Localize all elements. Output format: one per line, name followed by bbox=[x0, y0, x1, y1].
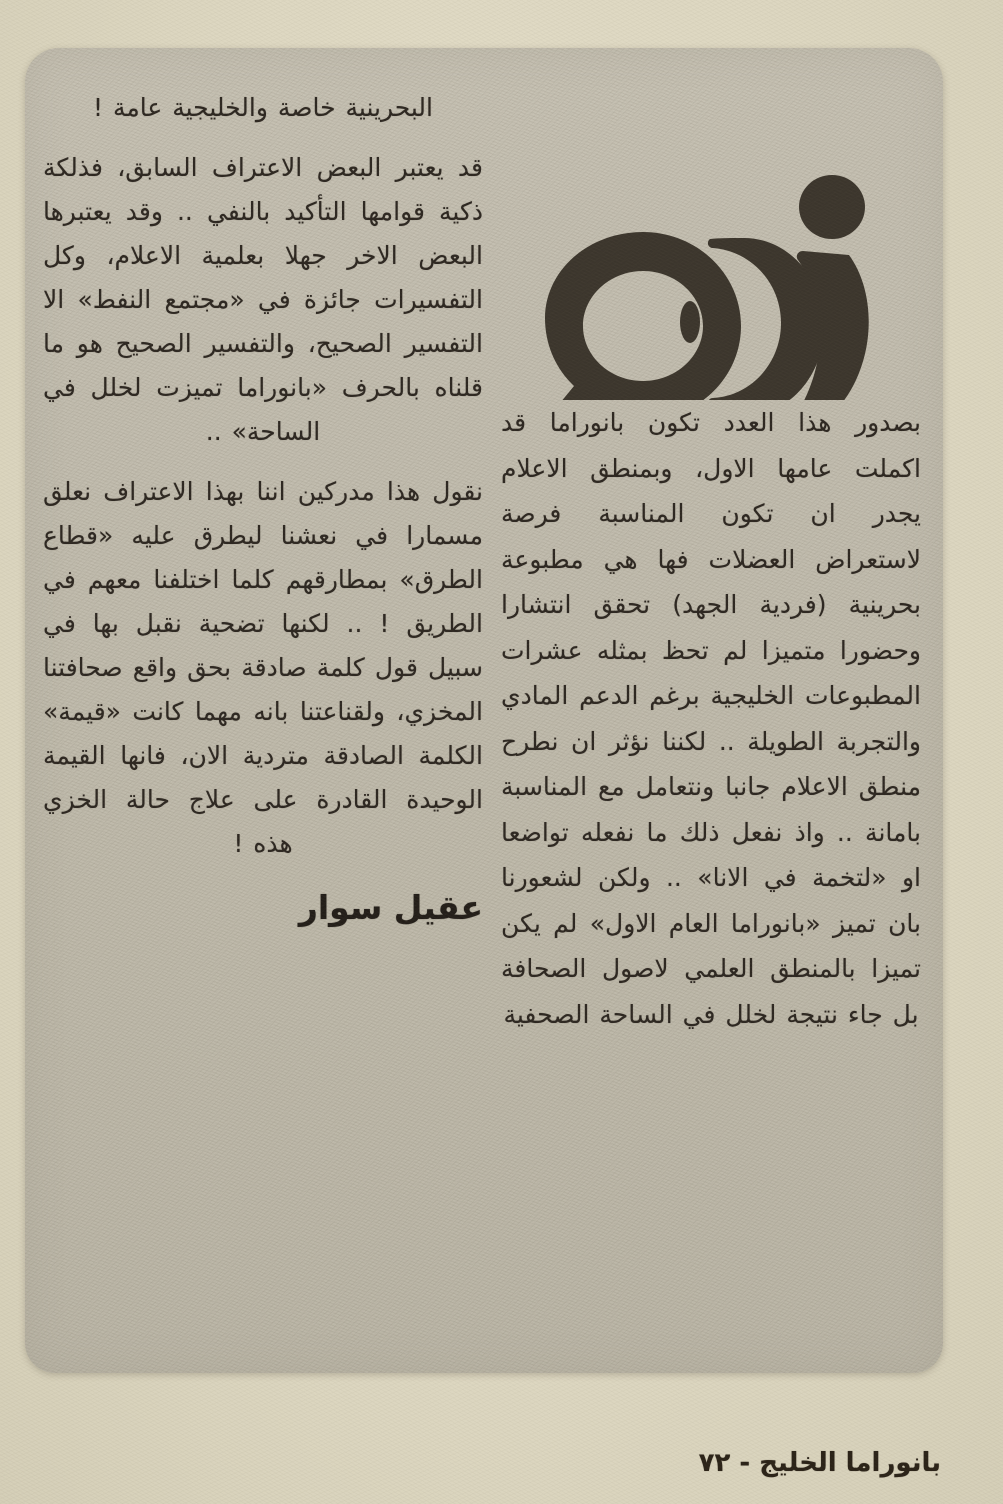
article-paragraph: البحرينية خاصة والخليجية عامة ! bbox=[92, 93, 433, 122]
article-paragraph: بصدور هذا العدد تكون بانوراما قد اكملت عامها الاول، وبمنطق الاعلام يجدر ان تكون المناسبة فرصة لاستعراض العضلات فها هي مطبوعة بحرينية (فردية الجهد) تحقق انتشارا وحضورا متميزا لم تحظ بمثله عشرات المطبوعات الخليجية برغم الدعم المادي والتجربة الطويلة .. لكننا نؤثر ان نطرح منطق الاعلام جانبا ونتعامل مع المناسبة بامانة .. واذ نفعل ذلك ما نفعله تواضعا او «لتخمة في الانا» .. ولكن لشعورنا بان تميز «بانوراما العام الاول» لم يكن تميزا بالمنطق العلمي لاصول الصحافة بل جاء نتيجة لخلل في الساحة الصحفية bbox=[501, 408, 921, 1029]
article-column-left bbox=[43, 86, 483, 927]
article-panel bbox=[25, 48, 943, 1373]
article-byline: عقيل سوار bbox=[298, 888, 483, 927]
article-paragraph: قد يعتبر البعض الاعتراف السابق، فذلكة ذكية قوامها التأكيد بالنفي .. وقد يعتبرها البعض الاخر جهلا بعلمية الاعلام، وكل التفسيرات جائزة في «مجتمع النفط» الا التفسير الصحيح، والتفسير الصحيح هو ما قلناه بالحرف «بانوراما تميزت لخلل في الساحة» .. bbox=[43, 153, 483, 446]
article-column-right bbox=[501, 70, 921, 1053]
article-paragraph: نقول هذا مدركين اننا بهذا الاعتراف نعلق مسمارا في نعشنا ليطرق عليه «قطاع الطرق» بمطارقهم كلما اختلفنا معهم في الطريق ! .. لكنها تضحية نقبل بها في سبيل قول كلمة صادقة بحق واقع صحافتنا المخزي، ولقناعتنا بانه مهما كانت «قيمة» الكلمة الصادقة متردية الان، فانها القيمة الوحيدة القادرة على علاج حالة الخزي هذه ! bbox=[43, 477, 483, 858]
page-footer: بانوراما الخليج - ٧٢ bbox=[698, 1448, 941, 1478]
panorama-magazine-wordmark-icon bbox=[501, 70, 921, 400]
